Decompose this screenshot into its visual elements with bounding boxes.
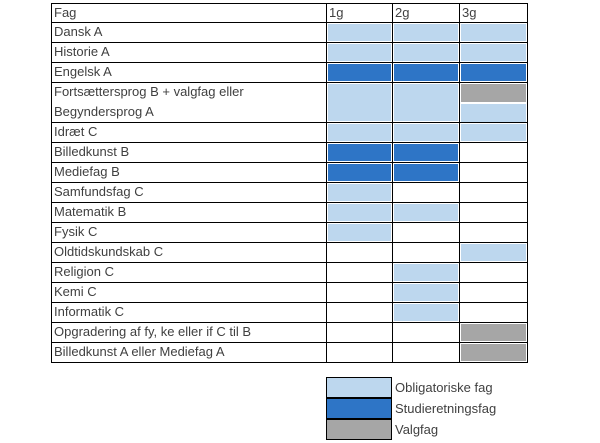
subject-cell	[51, 163, 327, 183]
subject-cell	[51, 123, 327, 143]
obligatorisk-fill	[394, 204, 458, 221]
legend-label: Obligatoriske fag	[395, 380, 493, 395]
year-cell	[460, 43, 528, 63]
year-cell	[393, 303, 460, 323]
year-cell	[393, 283, 460, 303]
subject-cell	[51, 143, 327, 163]
obligatorisk-fill	[394, 84, 458, 121]
year-cell	[327, 183, 393, 203]
obligatorisk-fill	[461, 104, 526, 122]
obligatorisk-fill	[328, 44, 391, 61]
legend-label: Studieretningsfag	[395, 401, 497, 416]
subject-label: Fysik C	[54, 224, 98, 239]
subject-cell	[51, 83, 327, 123]
year-cell	[327, 203, 393, 223]
legend-swatch	[326, 398, 392, 419]
header-subject: Fag	[51, 3, 327, 23]
subject-cell	[51, 323, 327, 343]
year-cell	[460, 323, 528, 343]
year-cell	[327, 163, 393, 183]
valgfag-fill	[461, 324, 526, 341]
year-cell	[460, 83, 528, 123]
year-cell	[393, 163, 460, 183]
subject-label: Mediefag B	[54, 164, 120, 179]
obligatorisk-fill	[328, 184, 391, 201]
studieretning-fill	[328, 164, 391, 181]
year-cell	[327, 323, 393, 343]
studieretning-fill	[328, 144, 391, 161]
subject-label: Opgradering af fy, ke eller if C til B	[54, 324, 252, 339]
obligatorisk-fill	[328, 24, 391, 41]
subject-label: Dansk A	[54, 24, 103, 39]
obligatorisk-fill	[394, 24, 458, 41]
year-cell	[460, 143, 528, 163]
year-cell	[327, 23, 393, 43]
valgfag-fill	[461, 84, 526, 102]
year-cell	[327, 303, 393, 323]
legend-label: Valgfag	[395, 422, 439, 437]
obligatorisk-fill	[394, 304, 458, 321]
obligatorisk-fill	[461, 24, 526, 41]
year-cell	[460, 63, 528, 83]
subject-label: Idræt C	[54, 124, 98, 139]
year-cell	[393, 203, 460, 223]
year-cell	[460, 163, 528, 183]
year-cell	[460, 183, 528, 203]
subject-label: Kemi C	[54, 284, 97, 299]
subject-label: Religion C	[54, 264, 114, 279]
studieretning-fill	[461, 64, 526, 81]
studieretning-fill	[328, 64, 391, 81]
legend-item	[326, 377, 586, 398]
subject-cell	[51, 183, 327, 203]
year-cell	[327, 123, 393, 143]
year-cell	[393, 23, 460, 43]
year-cell	[393, 263, 460, 283]
subject-label: Billedkunst A eller Mediefag A	[54, 344, 225, 359]
obligatorisk-fill	[394, 264, 458, 281]
year-cell	[460, 343, 528, 363]
subject-cell	[51, 223, 327, 243]
obligatorisk-fill	[328, 224, 391, 241]
obligatorisk-fill	[328, 84, 391, 121]
year-cell	[393, 243, 460, 263]
year-cell	[327, 83, 393, 123]
year-cell	[327, 63, 393, 83]
year-cell	[393, 183, 460, 203]
legend-item	[326, 419, 586, 440]
subject-label: Samfundsfag C	[54, 184, 144, 199]
year-cell	[327, 243, 393, 263]
obligatorisk-fill	[394, 44, 458, 61]
year-cell	[393, 123, 460, 143]
subject-label: Matematik B	[54, 204, 127, 219]
year-cell	[327, 263, 393, 283]
year-cell	[393, 63, 460, 83]
subject-cell	[51, 23, 327, 43]
year-cell	[393, 83, 460, 123]
subject-cell	[51, 303, 327, 323]
year-cell	[460, 243, 528, 263]
obligatorisk-fill	[328, 124, 391, 141]
legend-swatch	[326, 419, 392, 440]
year-cell	[393, 223, 460, 243]
year-cell	[460, 123, 528, 143]
year-cell	[460, 283, 528, 303]
subject-label: Billedkunst B	[54, 144, 130, 159]
studieretning-fill	[394, 64, 458, 81]
year-cell	[327, 223, 393, 243]
year-cell	[393, 43, 460, 63]
subject-label: Begyndersprog A	[54, 104, 154, 119]
year-cell	[393, 343, 460, 363]
year-cell	[460, 303, 528, 323]
obligatorisk-fill	[461, 244, 526, 261]
year-cell	[393, 143, 460, 163]
year-cell	[393, 323, 460, 343]
header-year: 3g	[460, 3, 528, 23]
subject-cell	[51, 263, 327, 283]
studieretning-fill	[394, 164, 458, 181]
subject-cell	[51, 43, 327, 63]
valgfag-fill	[461, 344, 526, 361]
obligatorisk-fill	[328, 204, 391, 221]
subject-cell	[51, 243, 327, 263]
header-year: 2g	[393, 3, 460, 23]
subject-cell	[51, 283, 327, 303]
subject-cell	[51, 203, 327, 223]
obligatorisk-fill	[394, 284, 458, 301]
subject-label: Engelsk A	[54, 64, 112, 79]
year-cell	[460, 223, 528, 243]
subject-cell	[51, 63, 327, 83]
subject-label: Fortsættersprog B + valgfag eller	[54, 84, 244, 99]
subject-label: Oldtidskundskab C	[54, 244, 164, 259]
obligatorisk-fill	[461, 124, 526, 141]
year-cell	[460, 23, 528, 43]
year-cell	[460, 203, 528, 223]
subject-cell	[51, 343, 327, 363]
subject-label: Historie A	[54, 44, 110, 59]
studieretning-fill	[394, 144, 458, 161]
year-cell	[327, 343, 393, 363]
obligatorisk-fill	[394, 124, 458, 141]
obligatorisk-fill	[461, 44, 526, 61]
year-cell	[460, 263, 528, 283]
subject-label: Informatik C	[54, 304, 125, 319]
legend-swatch	[326, 377, 392, 398]
year-cell	[327, 283, 393, 303]
legend-item	[326, 398, 586, 419]
header-year: 1g	[327, 3, 393, 23]
year-cell	[327, 143, 393, 163]
year-cell	[327, 43, 393, 63]
